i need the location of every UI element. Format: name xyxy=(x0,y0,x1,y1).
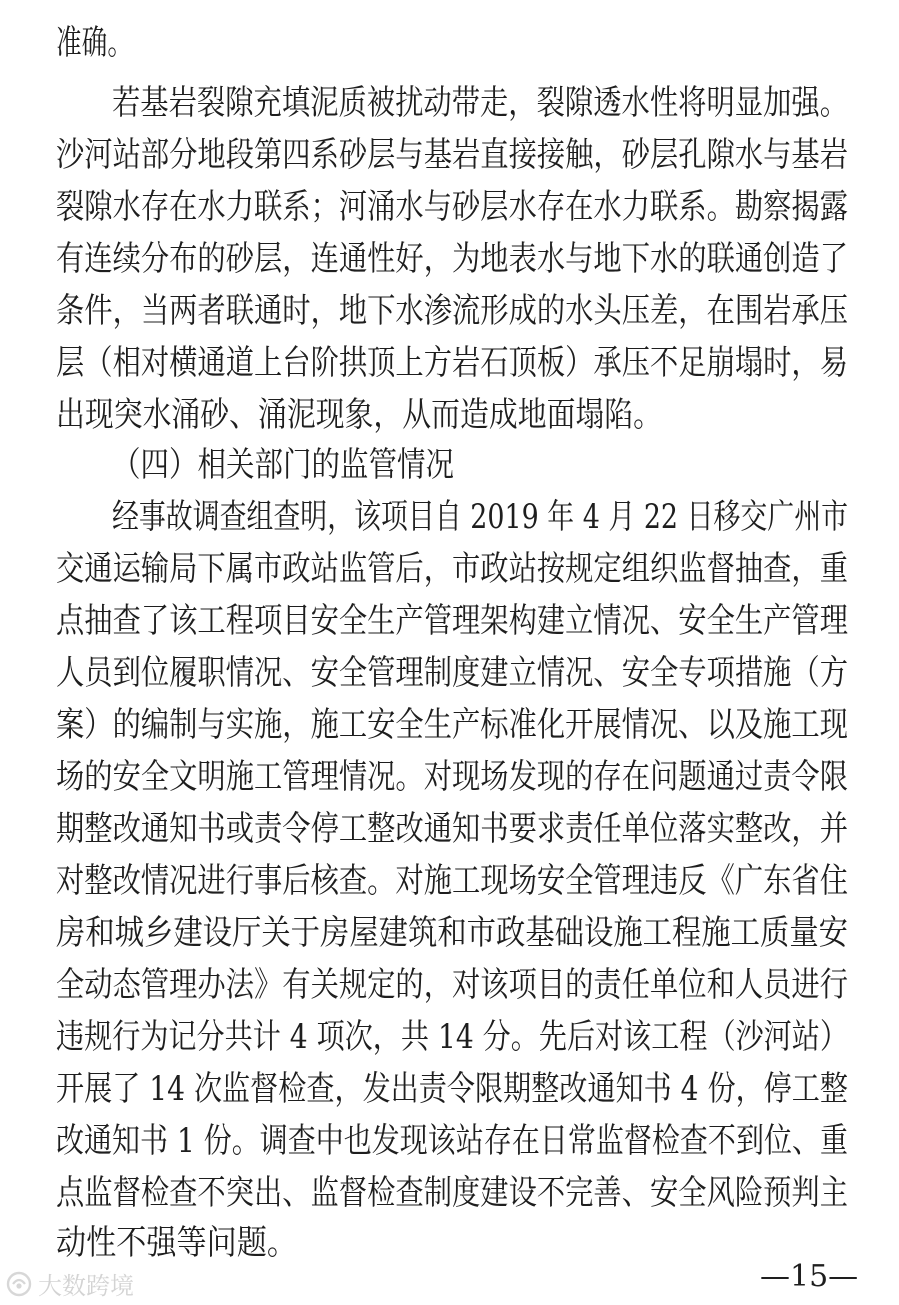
paragraph-line xyxy=(0,492,899,542)
paragraph-line xyxy=(0,804,899,854)
paragraph-line xyxy=(0,1116,899,1166)
paragraph-line xyxy=(0,960,899,1010)
paragraph-line-text: 改通知书 1 份。调查中也发现该站存在日常监督检查不到位、重 xyxy=(56,1121,848,1161)
paragraph-line xyxy=(0,648,899,698)
watermark xyxy=(4,1266,134,1301)
paragraph-line-text: 房和城乡建设厅关于房屋建筑和市政基础设施工程施工质量安 xyxy=(56,913,848,953)
paragraph-line xyxy=(0,1168,899,1218)
paragraph-line xyxy=(0,1012,899,1062)
paragraph-line xyxy=(0,18,899,68)
paragraph-line-text: 人员到位履职情况、安全管理制度建立情况、安全专项措施（方 xyxy=(56,653,848,693)
paragraph-line xyxy=(0,596,899,646)
paragraph-line-text: （四）相关部门的监管情况 xyxy=(112,445,454,485)
paragraph-line-text: 点监督检查不突出、监督检查制度建设不完善、安全风险预判主 xyxy=(56,1173,848,1213)
paragraph-line-text: 若基岩裂隙充填泥质被扰动带走，裂隙透水性将明显加强。 xyxy=(112,83,848,123)
paragraph-line xyxy=(0,700,899,750)
paragraph-line xyxy=(0,338,899,388)
paragraph-line-text: 条件，当两者联通时，地下水渗流形成的水头压差，在围岩承压 xyxy=(56,291,848,331)
paragraph-line xyxy=(0,78,899,128)
watermark-text: 大数跨境 xyxy=(38,1272,134,1300)
paragraph-line-text: 全动态管理办法》有关规定的，对该项目的责任单位和人员进行 xyxy=(56,965,848,1005)
paragraph-line xyxy=(0,908,899,958)
paragraph-line xyxy=(0,752,899,802)
page-number: —15— xyxy=(760,1259,859,1294)
paragraph-line-text: 点抽查了该工程项目安全生产管理架构建立情况、安全生产管理 xyxy=(56,601,848,641)
paragraph-line xyxy=(0,182,899,232)
paragraph-line xyxy=(0,130,899,180)
paragraph-line xyxy=(0,234,899,284)
paragraph-line-text: 层（相对横通道上台阶拱顶上方岩石顶板）承压不足崩塌时，易 xyxy=(56,343,848,383)
paragraph-line xyxy=(0,286,899,336)
paragraph-line-text: 场的安全文明施工管理情况。对现场发现的存在问题通过责令限 xyxy=(56,757,848,797)
paragraph-line xyxy=(0,1064,899,1114)
paragraph-line-text: 期整改通知书或责令停工整改通知书要求责任单位落实整改，并 xyxy=(56,809,848,849)
paragraph-line xyxy=(0,544,899,594)
paragraph-line-text: 违规行为记分共计 4 项次，共 14 分。先后对该工程（沙河站） xyxy=(56,1017,848,1057)
paragraph-line-text: 案）的编制与实施，施工安全生产标准化开展情况、以及施工现 xyxy=(56,705,848,745)
paragraph-line xyxy=(0,440,899,490)
paragraph-line-text: 开展了 14 次监督检查，发出责令限期整改通知书 4 份，停工整 xyxy=(56,1069,848,1109)
paragraph-line xyxy=(0,390,899,440)
paragraph-line-text: 经事故调查组查明，该项目自 2019 年 4 月 22 日移交广州市 xyxy=(112,497,848,537)
paragraph-line-text: 动性不强等问题。 xyxy=(56,1223,297,1263)
paragraph-line-text: 出现突水涌砂、涌泥现象，从而造成地面塌陷。 xyxy=(56,395,662,435)
watermark-logo-icon xyxy=(4,1269,34,1299)
paragraph-line-text: 交通运输局下属市政站监管后，市政站按规定组织监督抽查，重 xyxy=(56,549,848,589)
paragraph-line-text: 沙河站部分地段第四系砂层与基岩直接接触，砂层孔隙水与基岩 xyxy=(56,135,848,175)
paragraph-line-text: 对整改情况进行事后核查。对施工现场安全管理违反《广东省住 xyxy=(56,861,848,901)
paragraph-line-text: 有连续分布的砂层，连通性好，为地表水与地下水的联通创造了 xyxy=(56,239,848,279)
paragraph-line-text: 准确。 xyxy=(56,23,133,63)
paragraph-line xyxy=(0,856,899,906)
paragraph-line-text: 裂隙水存在水力联系；河涌水与砂层水存在水力联系。勘察揭露 xyxy=(56,187,848,227)
